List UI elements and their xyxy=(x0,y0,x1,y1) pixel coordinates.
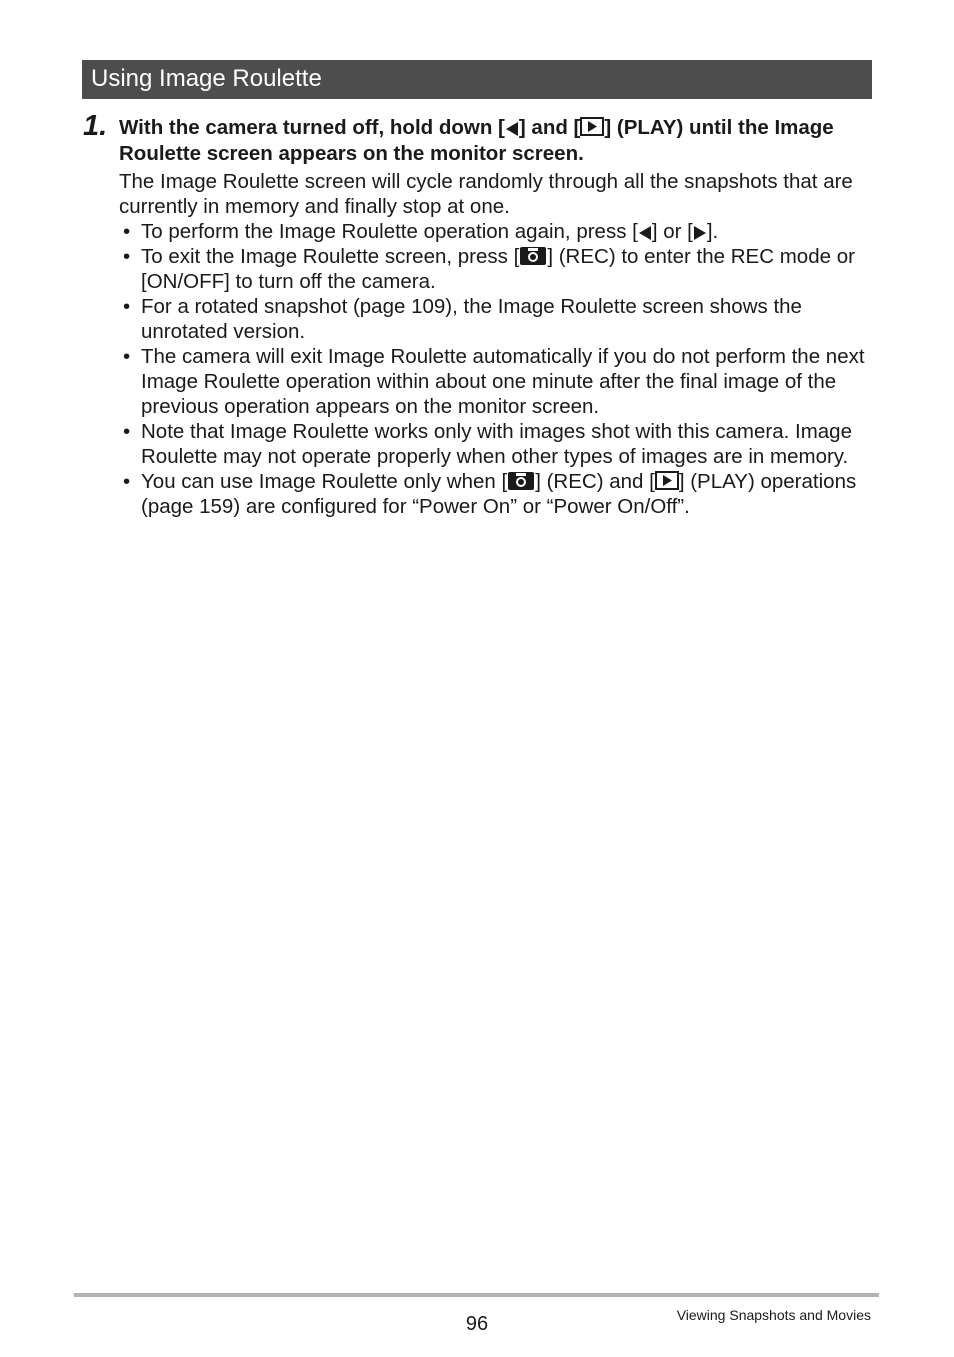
list-item: • The camera will exit Image Roulette automatically if you do not perform the next Image Roulette operation within about one minute after the final image of the previous operation appears on the monitor screen. xyxy=(123,345,865,418)
bullet-marker: • xyxy=(123,470,131,493)
bullet-marker: • xyxy=(123,345,131,368)
list-item: • To exit the Image Roulette screen, press [ ] (REC) to enter the REC mode or [ON/OFF] to turn off the camera. xyxy=(123,245,855,293)
footer-rule xyxy=(74,1293,879,1297)
section-title: Using Image Roulette xyxy=(91,65,322,92)
play-button-icon xyxy=(655,471,679,490)
chapter-title: Viewing Snapshots and Movies xyxy=(676,1307,871,1323)
camera-button-icon xyxy=(519,246,547,266)
step-number: 1. xyxy=(83,110,108,142)
list-item: • You can use Image Roulette only when [ ] (REC) and [ ] (PLAY) operations (page 159) are configured for “Power On” or “Power On/Off”. xyxy=(123,470,857,518)
bullet-marker: • xyxy=(123,220,131,243)
list-item: • Note that Image Roulette works only with images shot with this camera. Image Roulette may not operate properly when other types of images are in memory. xyxy=(123,420,852,468)
step-title: With the camera turned off, hold down [ ] and [ ] (PLAY) until the Image Roulette screen appears on the monitor screen. xyxy=(119,116,834,165)
list-item: • To perform the Image Roulette operation again, press [ ] or [ ]. xyxy=(123,220,719,243)
list-item: • For a rotated snapshot (page 109), the Image Roulette screen shows the unrotated version. xyxy=(123,295,802,343)
bullet-marker: • xyxy=(123,245,131,268)
notes-list xyxy=(119,219,874,519)
left-triangle-icon xyxy=(505,121,519,137)
right-triangle-icon xyxy=(693,225,707,241)
intro-text: The Image Roulette screen will cycle randomly through all the snapshots that are currently in memory and finally stop at one. xyxy=(119,170,853,218)
camera-button-icon xyxy=(507,471,535,491)
play-button-icon xyxy=(580,117,604,136)
left-triangle-icon xyxy=(638,225,652,241)
section-header xyxy=(82,60,872,99)
bullet-marker: • xyxy=(123,295,131,318)
page-number: 96 xyxy=(465,1313,489,1335)
bullet-marker: • xyxy=(123,420,131,443)
